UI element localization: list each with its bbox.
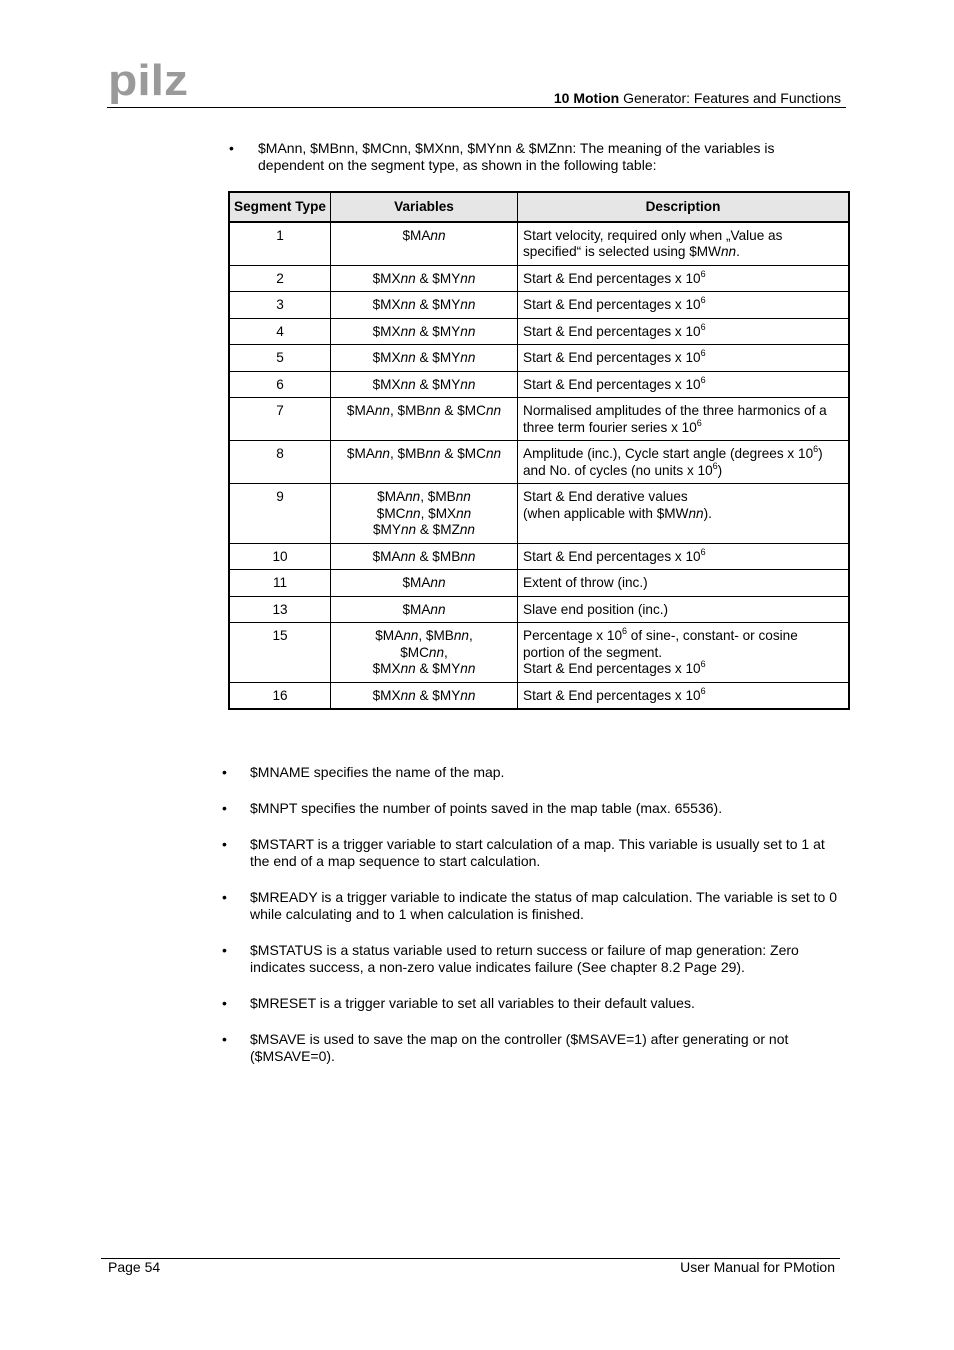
- svg-text:pilz: pilz: [108, 62, 188, 104]
- segment-type-cell: 8: [229, 441, 331, 484]
- table-row: [229, 441, 849, 484]
- description-cell: Start & End percentages x $10^6$: [518, 318, 850, 345]
- description-cell: Normalised amplitudes of the three harmonics of a three term fourier series x $10^6$: [518, 398, 850, 441]
- segment-type-cell: 15: [229, 623, 331, 683]
- segment-variables-table: [228, 191, 850, 710]
- variables-cell: $MAnn: [331, 596, 518, 623]
- description-cell: Start & End derative values (when applicable with $MWnn).: [518, 484, 850, 544]
- variables-cell: $MAnn, $MBnn $MCnn, $MXnn $MYnn & $MZnn: [331, 484, 518, 544]
- bullet-icon: •: [222, 1031, 227, 1047]
- list-item: • $MNAME specifies the name of the map.: [222, 764, 505, 780]
- table-row: [229, 371, 849, 398]
- description-cell: Start & End percentages x $10^6$: [518, 371, 850, 398]
- variables-cell: $MXnn & $MYnn: [331, 345, 518, 372]
- header-rule: [107, 107, 846, 108]
- variables-cell: $MXnn & $MYnn: [331, 265, 518, 292]
- list-item: • $MSTART is a trigger variable to start calculation of a map. This variable is usually set to 1 at the end of a map sequence to start calculation.: [222, 836, 825, 869]
- bullet-icon: •: [229, 140, 234, 156]
- notes-list: [222, 764, 842, 1084]
- bullet-icon: •: [222, 889, 227, 905]
- variables-cell: $MXnn & $MYnn: [331, 371, 518, 398]
- list-item: • $MSAVE is used to save the map on the controller ($MSAVE=1) after generating or not ($MSAVE=0).: [222, 1031, 789, 1064]
- table-row: [229, 484, 849, 544]
- table-row: [229, 682, 849, 709]
- intro-text: $MAnn, $MBnn, $MCnn, $MXnn, $MYnn & $MZnn: The meaning of the variables is dependent on the segment type, as shown in the following table:: [258, 140, 775, 173]
- chapter-name: Generator: Features and Functions: [619, 90, 841, 106]
- segment-type-cell: 16: [229, 682, 331, 709]
- variables-cell: $MXnn & $MYnn: [331, 318, 518, 345]
- segment-type-cell: 3: [229, 292, 331, 319]
- description-cell: Start velocity, required only when „Value as specified“ is selected using $MWnn.: [518, 222, 850, 266]
- chapter-number: 10 Motion: [553, 90, 620, 106]
- table-header-row: [229, 192, 849, 222]
- variables-cell: $MAnn & $MBnn: [331, 543, 518, 570]
- variables-cell: $MAnn: [331, 222, 518, 266]
- table-body: [229, 222, 849, 710]
- page-number: Page 54: [108, 1259, 161, 1275]
- variables-cell: $MXnn & $MYnn: [331, 292, 518, 319]
- segment-type-cell: 4: [229, 318, 331, 345]
- segment-type-cell: 10: [229, 543, 331, 570]
- table-row: [229, 265, 849, 292]
- segment-type-cell: 2: [229, 265, 331, 292]
- bullet-icon: •: [222, 836, 227, 852]
- list-item: • $MSTATUS is a status variable used to return success or failure of map generation: Zero indicates success, a non-zero value indicates failure (See chapter 8.2 Page 29).: [222, 942, 799, 975]
- variables-cell: $MAnn, $MBnn, $MCnn, $MXnn & $MYnn: [331, 623, 518, 683]
- segment-type-cell: 7: [229, 398, 331, 441]
- table-row: [229, 398, 849, 441]
- variables-cell: $MAnn, $MBnn & $MCnn: [331, 441, 518, 484]
- segment-type-cell: 11: [229, 570, 331, 597]
- description-cell: Slave end position (inc.): [518, 596, 850, 623]
- segment-type-cell: 1: [229, 222, 331, 266]
- variables-cell: $MXnn & $MYnn: [331, 682, 518, 709]
- description-cell: Start & End percentages x $10^6$: [518, 543, 850, 570]
- segment-type-cell: 9: [229, 484, 331, 544]
- header-description: Description: [518, 192, 850, 222]
- bullet-icon: •: [222, 800, 227, 816]
- header-variables: Variables: [331, 192, 518, 222]
- list-item: • $MNPT specifies the number of points saved in the map table (max. 65536).: [222, 800, 723, 816]
- table-row: [229, 596, 849, 623]
- bullet-icon: •: [222, 764, 227, 780]
- manual-title: User Manual for PMotion: [680, 1259, 835, 1275]
- segment-type-cell: 6: [229, 371, 331, 398]
- description-cell: Start & End percentages x $10^6$: [518, 345, 850, 372]
- table-row: [229, 318, 849, 345]
- pilz-logo: [108, 62, 190, 104]
- bullet-icon: •: [222, 995, 227, 1011]
- variables-cell: $MAnn, $MBnn & $MCnn: [331, 398, 518, 441]
- description-cell: Start & End percentages x $10^6$: [518, 265, 850, 292]
- bullet-icon: •: [222, 942, 227, 958]
- table-row: [229, 222, 849, 266]
- table-row: [229, 345, 849, 372]
- description-cell: Amplitude (inc.), Cycle start angle (degrees x $10^6$) and No. of cycles (no units x $10^6$): [518, 441, 850, 484]
- list-item: • $MRESET is a trigger variable to set all variables to their default values.: [222, 995, 695, 1011]
- segment-type-cell: 5: [229, 345, 331, 372]
- description-cell: Percentage x $10^6$ of sine-, constant- or cosine portion of the segment. Start & End percentages x $10^6$: [518, 623, 850, 683]
- description-cell: Extent of throw (inc.): [518, 570, 850, 597]
- intro-bullet: [229, 140, 819, 174]
- chapter-title: [554, 90, 841, 106]
- table-row: [229, 292, 849, 319]
- table-row: [229, 623, 849, 683]
- pilz-logo-mark: [108, 62, 190, 104]
- segment-type-cell: 13: [229, 596, 331, 623]
- list-item: • $MREADY is a trigger variable to indicate the status of map calculation. The variable is set to 0 while calculating and to 1 when calculation is finished.: [222, 889, 838, 922]
- header-segment-type: Segment Type: [229, 192, 331, 222]
- description-cell: Start & End percentages x $10^6$: [518, 682, 850, 709]
- variables-cell: $MAnn: [331, 570, 518, 597]
- table-row: [229, 570, 849, 597]
- table-row: [229, 543, 849, 570]
- description-cell: Start & End percentages x $10^6$: [518, 292, 850, 319]
